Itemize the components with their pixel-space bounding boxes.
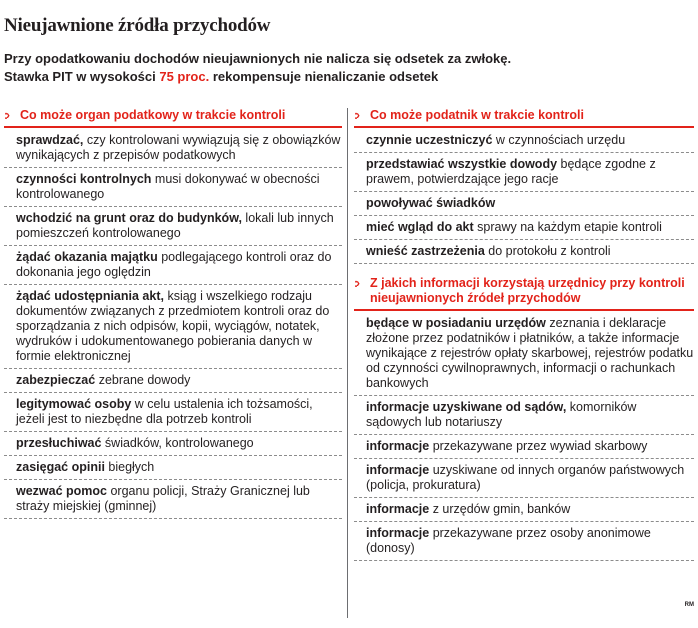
item-keyword: informacje (366, 463, 430, 477)
list-item (354, 522, 694, 561)
right-column (354, 108, 694, 561)
item-keyword: wchodzić na grunt oraz do budynków, (16, 211, 242, 225)
list-item (354, 192, 694, 216)
list-item (354, 216, 694, 240)
information-sources-list (354, 312, 694, 561)
list-item (354, 396, 694, 435)
list-item (4, 168, 342, 207)
item-description: w celu ustalenia ich tożsamości, jeżeli jest to niezbędne dla potrzeb kontroli (16, 397, 313, 426)
item-description: musi dokonywać w obecności kontrolowanego (16, 172, 320, 201)
item-description: w czynnościach urzędu (492, 133, 626, 147)
list-item (4, 246, 342, 285)
item-description: czy kontrolowani wywiązują się z obowiązków wynikających z przepisów podatkowych (16, 133, 341, 162)
item-description: sprawy na każdym etapie kontroli (473, 220, 662, 234)
item-keyword: powoływać świadków (366, 196, 496, 210)
page-title: Nieujawnione źródła przychodów (4, 15, 271, 36)
column-divider (347, 108, 348, 618)
item-keyword: informacje (366, 526, 430, 540)
item-description: zeznania i deklaracje złożone przez podatników i płatników, a także informacje wynikające z rejestrów opłaty skarbowej, rejestrów podatku od czynności cywilnoprawnych, informacji o rachunkach bankowych (366, 316, 694, 390)
section-title: Co może podatnik w trakcie kontroli (370, 108, 584, 122)
section-title: Co może organ podatkowy w trakcie kontroli (20, 108, 286, 122)
list-item (4, 456, 342, 480)
item-keyword: informacje (366, 502, 430, 516)
lead-text (4, 50, 694, 86)
chevron-icon: :› (4, 108, 8, 122)
item-description: przekazywane przez osoby anonimowe (donosy) (366, 526, 651, 555)
item-keyword: legitymować osoby (16, 397, 132, 411)
section-title: Z jakich informacji korzystają urzędnicy przy kontroli nieujawnionych źródeł przychodów (370, 276, 685, 305)
item-description: do protokołu z kontroli (484, 244, 611, 258)
item-description: komorników sądowych lub notariuszy (366, 400, 637, 429)
taxpayer-list (354, 129, 694, 264)
lead-line-2-end: rekompensuje nienaliczanie odsetek (209, 69, 439, 84)
tax-authority-list (4, 129, 342, 519)
section-header-tax-authority (4, 108, 342, 128)
list-item (354, 459, 694, 498)
item-description: z urzędów gmin, banków (429, 502, 571, 516)
item-keyword: zabezpieczać (16, 373, 96, 387)
item-keyword: wnieść zastrzeżenia (366, 244, 485, 258)
item-keyword: wezwać pomoc (16, 484, 107, 498)
list-item (4, 393, 342, 432)
chevron-icon: :› (354, 108, 358, 122)
list-item (354, 312, 694, 396)
item-keyword: informacje uzyskiwane od sądów, (366, 400, 567, 414)
item-description: uzyskiwane od innych organów państwowych (policja, prokuratura) (366, 463, 685, 492)
item-description: świadków, kontrolowanego (101, 436, 254, 450)
item-description: biegłych (104, 460, 155, 474)
item-keyword: czynności kontrolnych (16, 172, 152, 186)
list-item (354, 498, 694, 522)
lead-line-1: Przy opodatkowaniu dochodów nieujawnionych nie nalicza się odsetek za zwłokę. (4, 51, 512, 66)
section-header-information-sources (354, 276, 694, 311)
item-keyword: będące w posiadaniu urzędów (366, 316, 546, 330)
list-item (354, 129, 694, 153)
list-item (354, 240, 694, 264)
list-item (4, 207, 342, 246)
item-keyword: żądać okazania majątku (16, 250, 158, 264)
item-description: zebrane dowody (95, 373, 191, 387)
author-credit: RM (684, 602, 694, 608)
item-description: lokali lub innych pomieszczeń kontrolowanego (16, 211, 334, 240)
item-keyword: zasięgać opinii (16, 460, 105, 474)
item-description: ksiąg i wszelkiego rodzaju dokumentów związanych z przedmiotem kontroli oraz do sporządzania z nich odpisów, kopii, wyciągów, notatek, wydruków i udokumentowanego pobierania danych w formie elektronicznej (16, 289, 330, 363)
list-item (4, 129, 342, 168)
item-keyword: informacje (366, 439, 430, 453)
item-description: będące zgodne z prawem, potwierdzające jego racje (366, 157, 656, 186)
list-item (4, 285, 342, 369)
lead-line-2 (4, 68, 694, 86)
tax-rate-highlight: 75 proc. (159, 69, 210, 84)
item-description: przekazywane przez wywiad skarbowy (429, 439, 648, 453)
item-keyword: żądać udostępniania akt, (16, 289, 164, 303)
item-description: organu policji, Straży Granicznej lub straży miejskiej (gminnej) (16, 484, 310, 513)
list-item (354, 153, 694, 192)
item-keyword: przedstawiać wszystkie dowody (366, 157, 558, 171)
chevron-icon: :› (354, 276, 358, 290)
list-item (354, 435, 694, 459)
item-description: podlegającego kontroli oraz do dokonania jego oględzin (16, 250, 332, 279)
item-keyword: sprawdzać, (16, 133, 84, 147)
list-item (4, 432, 342, 456)
section-header-taxpayer (354, 108, 694, 128)
lead-line-2-start: Stawka PIT w wysokości (4, 69, 160, 84)
list-item (4, 480, 342, 519)
item-keyword: mieć wgląd do akt (366, 220, 474, 234)
list-item (4, 369, 342, 393)
item-keyword: czynnie uczestniczyć (366, 133, 493, 147)
item-keyword: przesłuchiwać (16, 436, 102, 450)
left-column (4, 108, 342, 519)
